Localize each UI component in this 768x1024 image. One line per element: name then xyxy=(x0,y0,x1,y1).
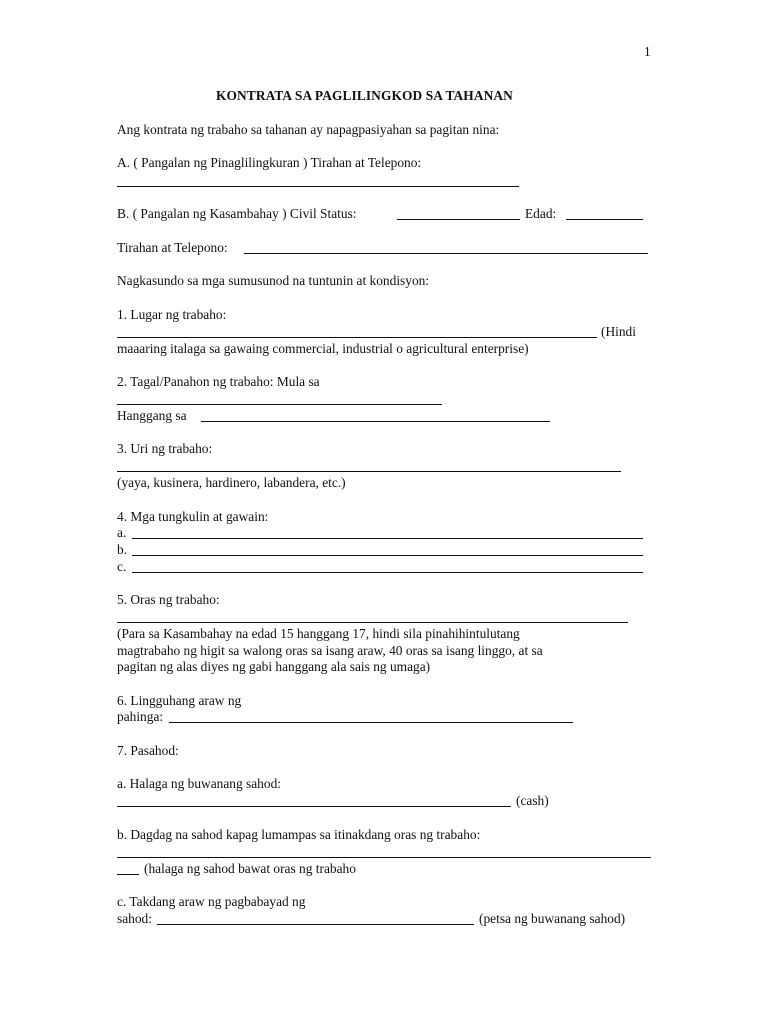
item6-label-line1: 6. Lingguhang araw ng xyxy=(117,693,242,708)
item7-b-suffix: (halaga ng sahod bawat oras ng trabaho xyxy=(144,861,356,876)
item5-note-line1: (Para sa Kasambahay na edad 15 hanggang 17, hindi sila pinahihintulutang xyxy=(117,626,520,641)
rest-day-blank[interactable] xyxy=(169,722,573,723)
item7-c-label-line2: sahod: xyxy=(117,911,152,926)
item7-a-suffix: (cash) xyxy=(516,793,549,808)
party-a-label: A. ( Pangalan ng Pinaglilingkuran ) Tirahan at Telepono: xyxy=(117,155,422,170)
work-hours-blank[interactable] xyxy=(117,622,628,623)
page-number: 1 xyxy=(644,44,651,59)
item4-a-marker: a. xyxy=(117,525,127,540)
overtime-pay-blank[interactable] xyxy=(117,857,651,858)
party-b-address-label: Tirahan at Telepono: xyxy=(117,240,228,255)
item1-label: 1. Lugar ng trabaho: xyxy=(117,307,227,322)
party-a-blank[interactable] xyxy=(117,186,519,187)
end-date-blank[interactable] xyxy=(201,421,550,422)
party-b-address-blank[interactable] xyxy=(244,253,648,254)
duty-a-blank[interactable] xyxy=(132,538,643,539)
payday-blank[interactable] xyxy=(157,924,474,925)
item7-c-label-line1: c. Takdang araw ng pagbabayad ng xyxy=(117,894,306,909)
civil-status-blank[interactable] xyxy=(397,219,520,220)
item2-until-label: Hanggang sa xyxy=(117,408,187,423)
document-title: KONTRATA SA PAGLILINGKOD SA TAHANAN xyxy=(216,88,513,103)
item1-note: maaaring italaga sa gawaing commercial, industrial o agricultural enterprise) xyxy=(117,341,529,356)
item3-examples: (yaya, kusinera, hardinero, labandera, etc.) xyxy=(117,475,346,490)
duty-b-blank[interactable] xyxy=(132,555,643,556)
duty-c-blank[interactable] xyxy=(132,572,643,573)
agreement-text: Nagkasundo sa mga sumusunod na tuntunin at kondisyon: xyxy=(117,273,430,288)
item7-a-label: a. Halaga ng buwanang sahod: xyxy=(117,776,281,791)
work-type-blank[interactable] xyxy=(117,471,621,472)
party-b-label: B. ( Pangalan ng Kasambahay ) Civil Status: xyxy=(117,206,357,221)
item6-label-line2: pahinga: xyxy=(117,709,164,724)
start-date-blank[interactable] xyxy=(117,404,442,405)
item2-label: 2. Tagal/Panahon ng trabaho: Mula sa xyxy=(117,374,320,389)
item5-note-line2: magtrabaho ng higit sa walong oras sa isang araw, 40 oras sa isang linggo, at sa xyxy=(117,643,543,658)
item3-label: 3. Uri ng trabaho: xyxy=(117,441,213,456)
item4-b-marker: b. xyxy=(117,542,128,557)
overtime-pay-blank-end[interactable] xyxy=(117,874,139,875)
item7-c-suffix: (petsa ng buwanang sahod) xyxy=(479,911,626,926)
item4-label: 4. Mga tungkulin at gawain: xyxy=(117,509,269,524)
age-blank[interactable] xyxy=(566,219,643,220)
item7-b-label: b. Dagdag na sahod kapag lumampas sa itinakdang oras ng trabaho: xyxy=(117,827,481,842)
monthly-salary-blank[interactable] xyxy=(117,806,511,807)
intro-text: Ang kontrata ng trabaho sa tahanan ay napagpasiyahan sa pagitan nina: xyxy=(117,122,500,137)
item1-note-start: (Hindi xyxy=(601,324,636,339)
work-location-blank[interactable] xyxy=(117,337,597,338)
age-label: Edad: xyxy=(525,206,557,221)
item5-label: 5. Oras ng trabaho: xyxy=(117,592,220,607)
item7-label: 7. Pasahod: xyxy=(117,743,179,758)
item5-note-line3: pagitan ng alas diyes ng gabi hanggang ala sais ng umaga) xyxy=(117,659,431,674)
item4-c-marker: c. xyxy=(117,559,127,574)
